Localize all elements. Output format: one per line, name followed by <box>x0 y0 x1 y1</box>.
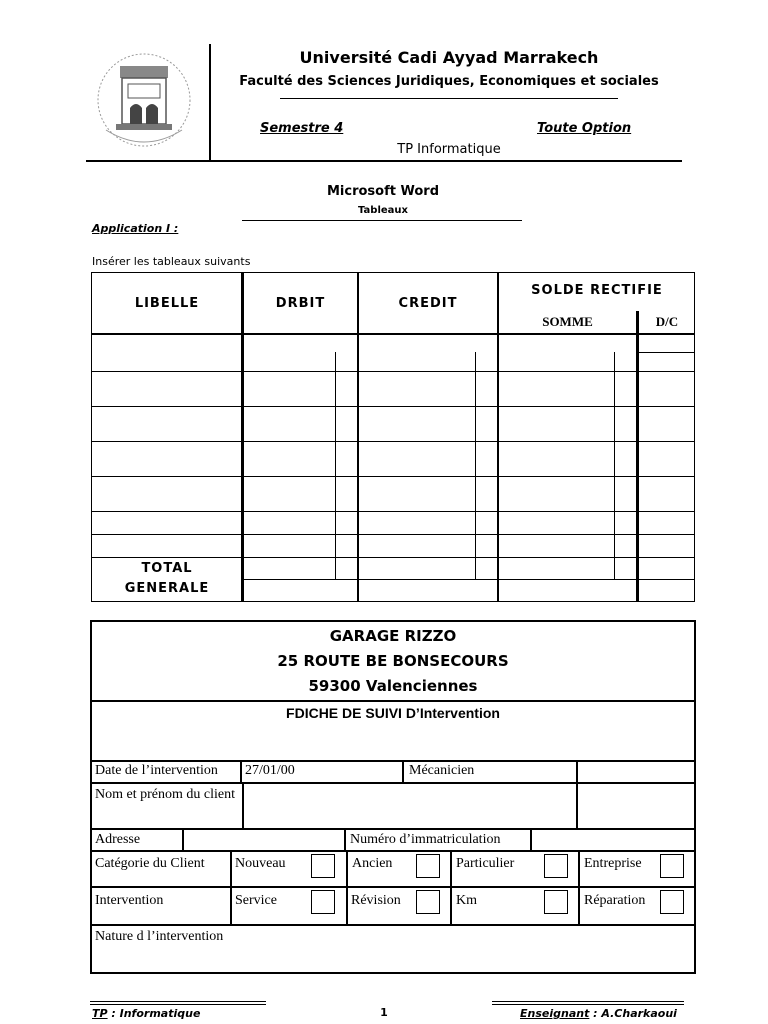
row-border <box>243 579 695 580</box>
km-checkbox[interactable] <box>544 890 568 914</box>
footer-rule-right-1 <box>492 1001 684 1002</box>
sheet-title: FDICHE DE SUIVI D’Intervention <box>286 705 500 721</box>
subcolumn-divider <box>614 352 615 580</box>
header-dc: D/C <box>655 314 679 329</box>
client-label: Nom et prénom du client <box>95 787 235 802</box>
row-border <box>91 534 695 535</box>
individual-label: Particulier <box>456 856 515 871</box>
total-label-line1: TOTAL <box>141 561 193 576</box>
footer-teacher-rest: : A.Charkaoui <box>589 1007 677 1020</box>
registration-label: Numéro d’immatriculation <box>350 832 501 847</box>
service-label: Service <box>235 893 277 908</box>
university-logo-icon <box>92 44 196 152</box>
address-label: Adresse <box>95 832 141 847</box>
registration-value-cell <box>530 828 696 852</box>
faculty-title: Faculté des Sciences Juridiques, Economiques et sociales <box>239 74 659 89</box>
company-label: Entreprise <box>584 856 642 871</box>
footer-teacher-prefix: Enseignant <box>520 1007 590 1020</box>
header-debit: DRBIT <box>275 295 326 311</box>
client-value-cell <box>242 782 578 830</box>
subcolumn-divider <box>335 352 336 580</box>
column-divider <box>636 311 639 602</box>
footer-rule-right-2 <box>492 1004 684 1005</box>
semester-label: Semestre 4 <box>260 121 344 136</box>
client-extra-cell <box>576 782 696 830</box>
instruction-text: Insérer les tableaux suivants <box>92 255 251 268</box>
new-label: Nouveau <box>235 856 286 871</box>
row-border <box>91 441 695 442</box>
header-divider-vertical <box>209 44 211 162</box>
nature-label: Nature d l’intervention <box>95 929 224 944</box>
footer-rule-left-2 <box>90 1004 266 1005</box>
new-checkbox[interactable] <box>311 854 335 878</box>
row-border <box>91 371 695 372</box>
total-label-line2: GENERALE <box>124 581 210 596</box>
footer-rule-left-1 <box>90 1001 266 1002</box>
service-checkbox[interactable] <box>311 890 335 914</box>
date-label: Date de l’intervention <box>95 763 218 778</box>
footer-teacher <box>520 1007 677 1020</box>
header-credit: CREDIT <box>398 295 458 311</box>
footer-course-prefix: TP <box>92 1007 108 1020</box>
garage-city: 59300 Valenciennes <box>308 677 478 695</box>
row-border <box>639 352 695 353</box>
date-value: 27/01/00 <box>245 763 295 778</box>
address-value-cell <box>182 828 346 852</box>
garage-address: 25 ROUTE BE BONSECOURS <box>277 652 509 670</box>
document-subtitle: Tableaux <box>358 205 408 216</box>
header-solde: SOLDE RECTIFIE <box>531 283 663 298</box>
individual-checkbox[interactable] <box>544 854 568 878</box>
footer-course-rest: : Informatique <box>107 1007 201 1020</box>
document-title: Microsoft Word <box>326 184 440 199</box>
old-label: Ancien <box>352 856 393 871</box>
faculty-underline <box>280 98 618 99</box>
revision-label: Révision <box>351 893 401 908</box>
university-title: Université Cadi Ayyad Marrakech <box>299 48 599 67</box>
km-label: Km <box>456 893 477 908</box>
title-underline <box>242 220 522 221</box>
intervention-label: Intervention <box>95 893 164 908</box>
header-libelle: LIBELLE <box>134 295 200 311</box>
header-somme: SOMME <box>542 314 593 329</box>
option-label: Toute Option <box>537 121 632 136</box>
mechanic-value-cell <box>576 760 696 784</box>
category-label: Catégorie du Client <box>95 856 205 871</box>
row-border <box>91 511 695 512</box>
company-checkbox[interactable] <box>660 854 684 878</box>
mechanic-label: Mécanicien <box>409 763 475 778</box>
subcolumn-divider <box>475 352 476 580</box>
page-number: 1 <box>380 1006 388 1019</box>
revision-checkbox[interactable] <box>416 890 440 914</box>
repair-checkbox[interactable] <box>660 890 684 914</box>
header-rule <box>86 160 682 162</box>
row-border <box>91 476 695 477</box>
row-border <box>91 557 695 558</box>
course-label: TP Informatique <box>397 142 501 157</box>
garage-name: GARAGE RIZZO <box>329 627 457 645</box>
old-checkbox[interactable] <box>416 854 440 878</box>
repair-label: Réparation <box>584 893 646 908</box>
header-row-border <box>91 333 695 335</box>
footer-course <box>92 1007 200 1020</box>
application-label: Application I : <box>92 222 179 235</box>
row-border <box>91 406 695 407</box>
